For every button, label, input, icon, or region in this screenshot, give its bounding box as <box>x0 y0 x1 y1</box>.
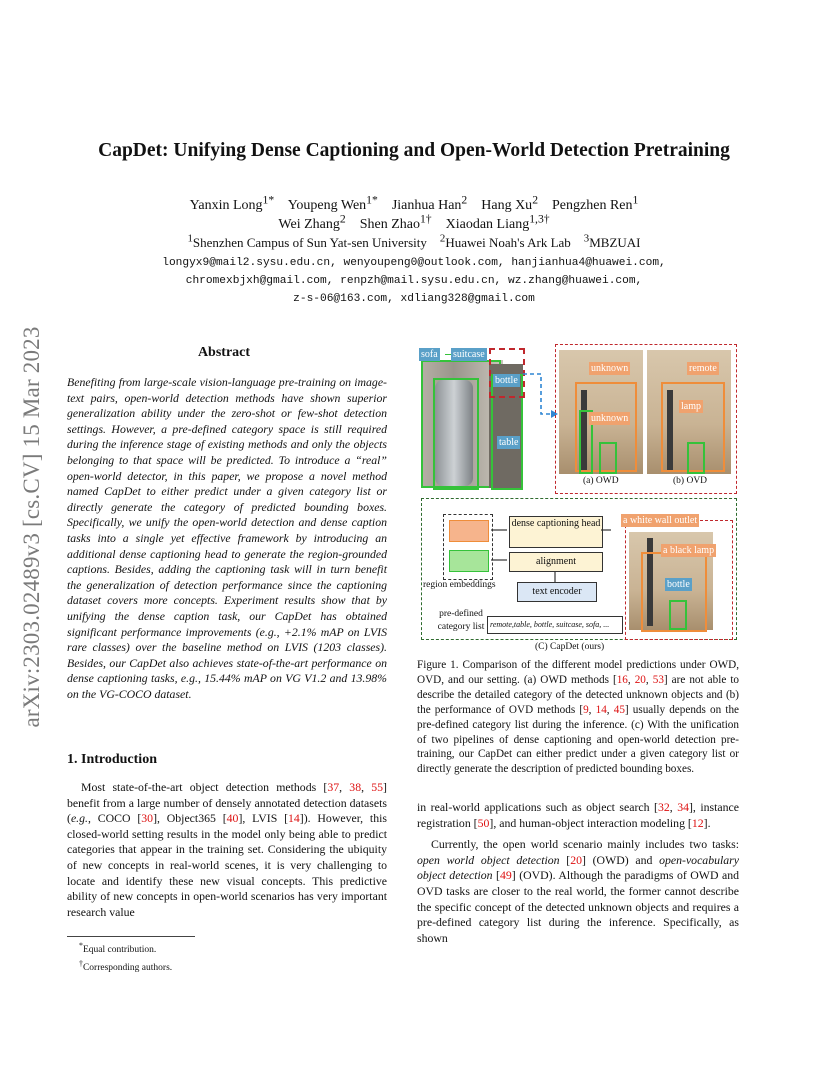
citation[interactable]: 14 <box>288 811 300 826</box>
footnotes <box>67 939 387 975</box>
author-line-2 <box>60 212 768 233</box>
citation[interactable]: 45 <box>613 703 625 716</box>
arxiv-id: arXiv:2303.02489v3 [cs.CV] 15 Mar 2023 <box>19 326 44 728</box>
caption-embedding <box>449 520 489 542</box>
citation[interactable]: 12 <box>691 815 704 830</box>
right-column-text <box>417 800 739 946</box>
citation[interactable]: 9 <box>583 703 589 716</box>
citation[interactable]: 38 <box>349 780 362 794</box>
paragraph: in real-world applications such as object search [32, 34], instance registration [50], and human-object interaction modeling [12]. <box>417 800 740 830</box>
affiliation: $^1$Shenzhen Campus of Sun Yat-sen University <box>187 233 427 251</box>
citation[interactable]: 53 <box>652 673 664 686</box>
author: Wei Zhang$^2$ <box>278 212 346 232</box>
footnote-rule <box>67 936 195 937</box>
citation[interactable]: 50 <box>477 815 490 830</box>
tag-unknown: unknown <box>591 363 629 374</box>
affiliation: $^3$MBZUAI <box>583 233 641 251</box>
author-line-1 <box>60 193 768 214</box>
tag-suitcase: suitcase <box>453 349 485 360</box>
abstract-text: Benefiting from large-scale vision-language pre-training on image-text pairs, open-world detection methods have shown superior generalization ability under the zero-shot or few-shot detection settings. However, a pre-defined category space is still required during the inference stage of existing methods and only the objects belonging to that space will be predicted. To introduce a “real” open-world detector, in this paper, we propose a novel method named CapDet to either predict under a given category list or directly generate the category of predicted bounding boxes. Specifically, we unify the open-world detection and dense caption tasks into a single yet effective framework by introducing an additional dense captioning head to generate the region-grounded captions. Besides, adding the captioning task will in turn benefit the generalization of detection performance since the captioning dataset covers more concepts. Experiment results show that by unifying the dense caption task, our CapDet has obtained significant performance improvements (e.g., +2.1% mAP on LVIS rare classes) over the baseline method on LVIS (1203 classes). Besides, our CapDet also achieves state-of-the-art performance on dense captioning tasks, e.g., 15.44% mAP on VG V1.2 and 13.98% on the VG-COCO dataset. <box>67 375 387 701</box>
tag-sofa: sofa <box>421 349 438 360</box>
intro-paragraph: Most state-of-the-art object detection methods [37, 38, 55] benefit from a large number of densely annotated detection datasets (e.g., COCO [30], Object365 [40], LVIS [14]). However, this closed-world setting results in the model only being able to predict categories that appear in the training set. Considering the ubiquity of new concepts in real-world scenes, it is very challenging to locate and identify these new visual concepts. This predictive ability of new concepts in open-world scenarios has very important research value <box>67 780 387 919</box>
tag-wall-outlet: a white wall outlet <box>623 515 698 526</box>
author: Shen Zhao$^{1\dagger}$ <box>359 212 432 232</box>
tag-unknown: unknown <box>591 413 629 424</box>
citation[interactable]: 32 <box>657 800 670 814</box>
dense-captioning-head: dense captioning head <box>509 516 603 548</box>
citation[interactable]: 14 <box>595 703 607 716</box>
citation[interactable]: 34 <box>677 800 689 814</box>
citation[interactable]: 55 <box>371 780 384 794</box>
tag-bottle: bottle <box>667 579 690 590</box>
tag-bottle: bottle <box>495 375 518 386</box>
email-line: z-s-06@163.com, xdliang328@gmail.com <box>293 293 535 305</box>
email-line: chromexbjxh@gmail.com, renpzh@mail.sysu.edu.cn, wz.zhang@huawei.com, <box>185 275 643 287</box>
citation[interactable]: 49 <box>499 868 512 883</box>
affiliation: $^2$Huawei Noah's Ark Lab <box>439 233 571 251</box>
arxiv-watermark <box>19 287 44 767</box>
predefined-label: pre-defined category list <box>437 609 485 632</box>
author: Yanxin Long$^{1*}$ <box>189 193 275 213</box>
section-heading: 1. Introduction <box>67 752 157 767</box>
text-encoder: text encoder <box>517 582 597 602</box>
detection-embedding <box>449 550 489 572</box>
arrow-icon <box>521 370 559 420</box>
alignment-block: alignment <box>509 552 603 572</box>
tag-lamp: lamp <box>681 401 701 412</box>
tag-black-lamp: a black lamp <box>663 545 715 556</box>
capdet-label: (C) CapDet (ours) <box>535 642 605 652</box>
owd-label: (a) OWD <box>583 476 619 486</box>
citation[interactable]: 30 <box>141 811 154 826</box>
figure-1 <box>417 344 743 658</box>
figure-caption: Figure 1. Comparison of the different model predictions under OWD, OVD, and our setting. (a) OWD methods [16, 20, 53] are not able to describe the detailed category of the detected unknown objects and (b) the performance of OVD methods [9, 14, 45] usually depends on the pre-defined category list during the inference. (c) With the unification of two pipelines of dense captioning and open-world detection pre-training, our CapDet can either predict under a given category list or directly generate the description of predicted bounding boxes. <box>417 659 740 776</box>
citation[interactable]: 20 <box>570 852 583 867</box>
ovd-label: (b) OVD <box>673 476 708 486</box>
paper-title: CapDet: Unifying Dense Captioning and Open-World Detection Pretraining <box>98 140 730 161</box>
email-line: longyx9@mail2.sysu.edu.cn, wenyoupeng0@outlook.com, hanjianhua4@huawei.com, <box>162 257 666 269</box>
paragraph: Currently, the open world scenario mainly includes two tasks: open world object detection [20] (OWD) and open-vocabulary object detection [49] (OVD). Although the paradigms of OWD and OVD tasks are closer to the real world, the former cannot describe the specific concept of the detected unknown objects and requires a pre-defined category list during the inference. Specifically, as shown <box>417 837 740 945</box>
author: Jianhua Han$^2$ <box>391 193 468 213</box>
tag-remote: remote <box>689 363 717 374</box>
category-list-box: remote,table, bottle, suitcase, sofa, ... <box>487 616 623 634</box>
citation[interactable]: 37 <box>327 780 340 794</box>
author: Xiaodan Liang$^{1,3\dagger}$ <box>445 212 550 232</box>
citation[interactable]: 20 <box>634 673 646 686</box>
footnote: *Equal contribution. <box>79 941 157 956</box>
tag-table: table <box>499 437 519 448</box>
citation[interactable]: 40 <box>226 811 239 826</box>
author: Youpeng Wen$^{1*}$ <box>287 193 378 213</box>
abstract-heading: Abstract <box>197 345 251 360</box>
citation[interactable]: 16 <box>616 673 628 686</box>
author: Pengzhen Ren$^1$ <box>552 193 639 213</box>
footnote: †Corresponding authors. <box>79 959 173 974</box>
author: Hang Xu$^2$ <box>481 193 539 213</box>
affiliations <box>60 233 768 251</box>
region-embeddings-label: region embeddings <box>423 580 496 590</box>
flow-arrows <box>491 524 611 604</box>
highlight-region <box>489 348 525 398</box>
